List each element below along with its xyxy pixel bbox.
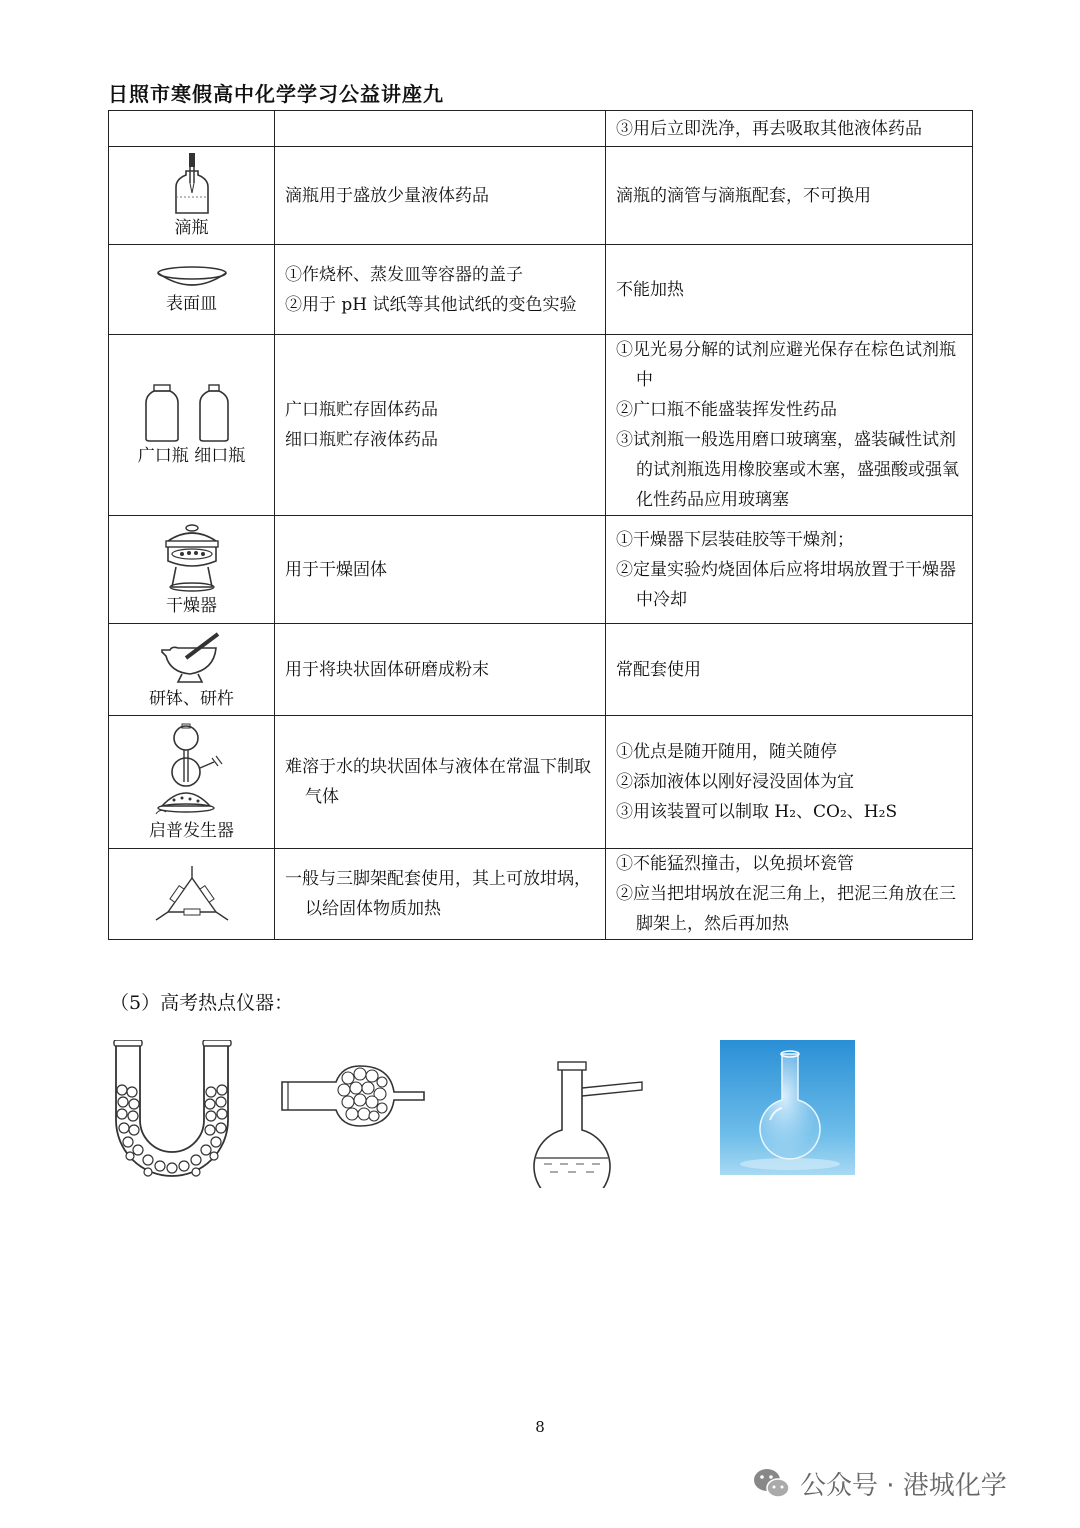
table-row: [109, 516, 973, 624]
note-text: ①见光易分解的试剂应避光保存在棕色试剂瓶中: [616, 340, 956, 390]
use-cell: [275, 624, 606, 716]
section-title: （5）高考热点仪器：: [110, 992, 294, 1014]
notes-cell: [606, 716, 973, 849]
notes-cell: [606, 624, 973, 716]
reagent-bottles-icon: [144, 383, 240, 443]
drying-tube-icon: [278, 1062, 426, 1130]
distillation-flask-icon: [532, 1060, 647, 1188]
notes-cell: [606, 335, 973, 516]
use-cell: [275, 111, 606, 147]
instrument-name: 干燥器: [166, 595, 217, 616]
use-text: 细口瓶贮存液体药品: [285, 430, 438, 450]
use-text: 用于将块状固体研磨成粉末: [285, 659, 489, 680]
note-text: ②应当把坩埚放在泥三角上，把泥三角放在三脚架上，然后再加热: [616, 884, 956, 934]
note-text: 不能加热: [616, 279, 684, 300]
instrument-cell: [109, 624, 275, 716]
clay-triangle-icon: [154, 864, 230, 924]
note-text: 滴瓶的滴管与滴瓶配套，不可换用: [616, 185, 871, 206]
notes-cell: [606, 111, 973, 147]
note-text: ②广口瓶不能盛装挥发性药品: [616, 400, 837, 420]
use-cell: [275, 245, 606, 335]
notes-cell: [606, 147, 973, 245]
note-text: ①不能猛烈撞击，以免损坏瓷管: [616, 854, 854, 874]
use-text: 用于干燥固体: [285, 559, 387, 580]
note-text: ③试剂瓶一般选用磨口玻璃塞，盛装碱性试剂的试剂瓶选用橡胶塞或木塞，盛强酸或强氧化性药品应用玻璃塞: [616, 430, 959, 510]
mortar-pestle-icon: [160, 630, 224, 686]
page-number: 8: [535, 1418, 545, 1436]
note-text: ③用该装置可以制取 H₂、CO₂、H₂S: [616, 802, 898, 822]
kipp-generator-icon: [152, 722, 232, 818]
note-text: 常配套使用: [616, 659, 701, 680]
instrument-cell: [109, 849, 275, 940]
watermark-text: 公众号 · 港城化学: [800, 1471, 1007, 1501]
use-cell: [275, 849, 606, 940]
instrument-cell: [109, 516, 275, 624]
instrument-cell: [109, 245, 275, 335]
watch-glass-icon: [156, 265, 228, 291]
use-text: 一般与三脚架配套使用，其上可放坩埚，以给固体物质加热: [285, 869, 591, 919]
instrument-name: 广口瓶 细口瓶: [137, 446, 246, 466]
table-row: [109, 147, 973, 245]
notes-cell: [606, 516, 973, 624]
wechat-icon: [752, 1467, 792, 1501]
round-bottom-flask-photo: [720, 1040, 855, 1175]
watermark: [752, 1465, 1007, 1502]
table-row: [109, 624, 973, 716]
use-text: 广口瓶贮存固体药品: [285, 400, 438, 420]
instrument-name: 研钵、研杵: [149, 688, 234, 709]
table-row: [109, 245, 973, 335]
dropper-bottle-icon: [172, 153, 212, 215]
note-text: ①优点是随开随用，随关随停: [616, 742, 837, 762]
note-text: ②定量实验灼烧固体后应将坩埚放置于干燥器中冷却: [616, 559, 956, 610]
use-cell: [275, 335, 606, 516]
notes-cell: [606, 849, 973, 940]
u-tube-icon: [110, 1040, 235, 1182]
desiccator-icon: [162, 523, 222, 593]
page-header: 日照市寒假高中化学学习公益讲座九: [108, 82, 444, 106]
use-cell: [275, 147, 606, 245]
instrument-name: 启普发生器: [149, 821, 234, 841]
table-row: [109, 716, 973, 849]
instrument-cell: [109, 147, 275, 245]
table-row: [109, 335, 973, 516]
instrument-name: 滴瓶: [174, 217, 209, 238]
instrument-cell: [109, 335, 275, 516]
use-text: 滴瓶用于盛放少量液体药品: [285, 185, 489, 206]
use-cell: [275, 516, 606, 624]
instrument-name: 表面皿: [166, 293, 217, 314]
notes-cell: [606, 245, 973, 335]
table-row: [109, 849, 973, 940]
use-text: 难溶于水的块状固体与液体在常温下制取气体: [285, 757, 591, 807]
instrument-cell: [109, 716, 275, 849]
instrument-table: [108, 110, 973, 940]
instrument-cell: [109, 111, 275, 147]
note-text: ①干燥器下层装硅胶等干燥剂；: [616, 529, 854, 550]
use-text: ②用于 pH 试纸等其他试纸的变色实验: [285, 294, 577, 315]
use-text: ①作烧杯、蒸发皿等容器的盖子: [285, 264, 523, 285]
note-text: ②添加液体以刚好浸没固体为宜: [616, 772, 854, 792]
note-text: ③用后立即洗净，再去吸取其他液体药品: [616, 118, 922, 139]
use-cell: [275, 716, 606, 849]
table-row: [109, 111, 973, 147]
